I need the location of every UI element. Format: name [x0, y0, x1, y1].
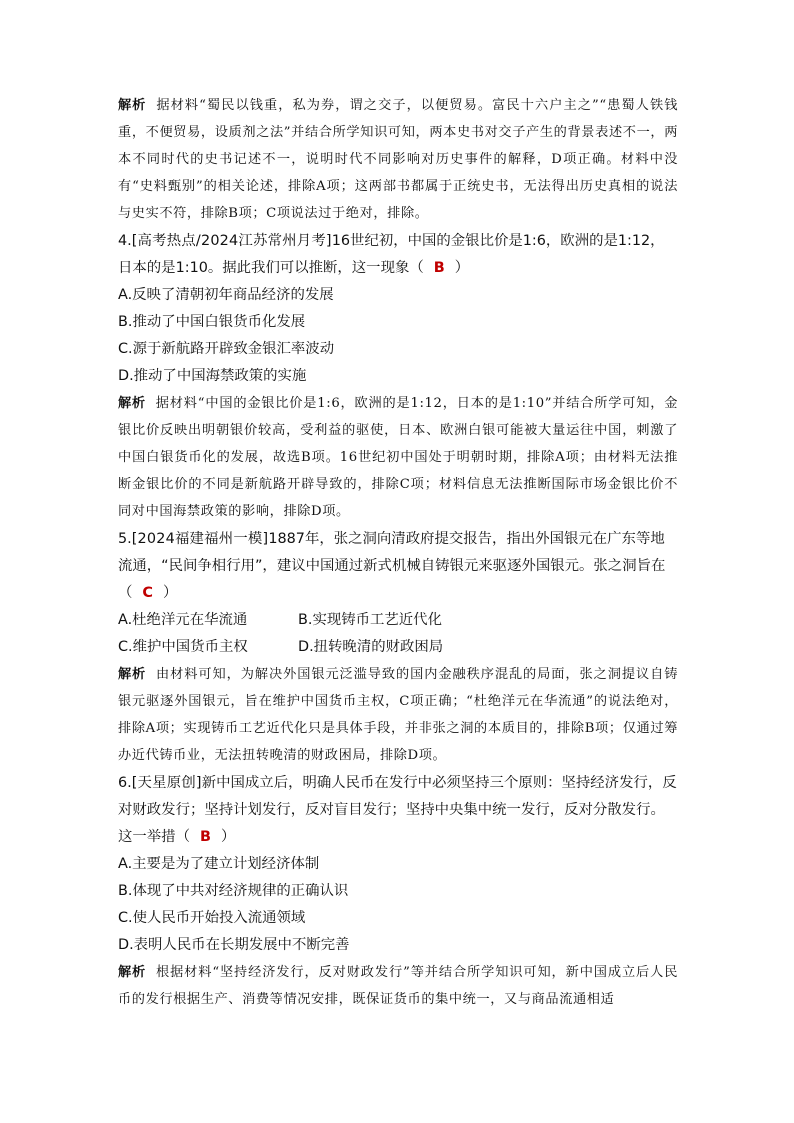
answer-letter: C — [142, 585, 153, 601]
option-row-2 — [118, 634, 678, 661]
option-a: A.反映了清朝初年商品经济的发展 — [118, 287, 334, 303]
explanation-text: 据材料“蜀民以钱重，私为券，谓之交子，以便贸易。富民十六户主之”“患蜀人铁钱重，不便贸易，设质剂之法”并结合所学知识可知，两本史书对交子产生的背景表述不一，两本不同时代的史书记述不一，说明时代不同影响对历史事件的解释，D项正确。材料中没有“史料甄别”的相关论述，排除A项；这两部书都属于正统史书，无法得出历史真相的说法与史实不符，排除B项；C项说法过于绝对，排除。 — [118, 98, 678, 221]
explanation-q5 — [118, 661, 678, 769]
question-stem: 1887年，张之洞向清政府提交报告，指出外国银元在广东等地流通，“民间争相行用”，建议中国通过新式机械自铸银元来驱逐外国银元。张之洞旨在 — [118, 531, 666, 574]
explanation-label: 解析 — [118, 965, 146, 980]
option-row-1 — [118, 607, 678, 634]
question-5 — [118, 526, 678, 607]
question-source-tag: [天星原创] — [131, 775, 202, 791]
explanation-q6 — [118, 959, 678, 1013]
question-number: 6. — [118, 775, 132, 791]
answer-close: ） — [220, 829, 236, 845]
question-source-tag: [高考热点/2024江苏常州月考] — [131, 233, 332, 249]
option-c: C.源于新航路开辟致金银汇率波动 — [118, 341, 335, 357]
question-number: 5. — [118, 531, 132, 547]
option-b: B.体现了中共对经济规律的正确认识 — [118, 883, 349, 899]
option-c: C.使人民币开始投入流通领域 — [118, 910, 306, 926]
answer-letter: B — [199, 829, 211, 845]
question-stem: 新中国成立后，明确人民币在发行中必须坚持三个原则：坚持经济发行，反对财政发行；坚持计划发行，反对盲目发行；坚持中央集中统一发行，反对分散发行。这一举措（ — [118, 775, 677, 845]
option-d: D.表明人民币在长期发展中不断完善 — [118, 937, 350, 953]
explanation-text: 由材料可知，为解决外国银元泛滥导致的国内金融秩序混乱的局面，张之洞提议自铸银元驱逐外国银元，旨在维护中国货币主权，C项正确；“杜绝洋元在华流通”的说法绝对，排除A项；实现铸币工艺近代化只是具体手段，并非张之洞的本质目的，排除B项；仅通过筹办近代铸币业，无法扭转晚清的财政困局，排除D项。 — [118, 667, 679, 763]
explanation-text: 据材料“中国的金银比价是1:6，欧洲的是1:12，日本的是1:10”并结合所学可知，金银比价反映出明朝银价较高，受利益的驱使，日本、欧洲白银可能被大量运往中国，刺激了中国白银货币化的发展，故选B项。16世纪初中国处于明朝时期，排除A项；由材料无法推断金银比价的不同是新航路开辟导致的，排除C项；材料信息无法推断国际市场金银比价不同对中国海禁政策的影响，排除D项。 — [118, 396, 679, 519]
option-a: A.主要是为了建立计划经济体制 — [118, 856, 320, 872]
option-d: D.推动了中国海禁政策的实施 — [118, 368, 307, 384]
question-number: 4. — [118, 233, 132, 249]
explanation-q4 — [118, 390, 678, 525]
answer-open: （ — [118, 585, 133, 601]
explanation-text: 根据材料“坚持经济发行，反对财政发行”等并结合所学知识可知，新中国成立后人民币的发行根据生产、消费等情况安排，既保证货币的集中统一，又与商品流通相适 — [118, 965, 679, 1007]
answer-letter: B — [433, 260, 445, 276]
answer-close: ） — [454, 260, 470, 276]
document-page — [118, 92, 678, 1014]
explanation-q3 — [118, 92, 678, 227]
explanation-label: 解析 — [118, 667, 147, 682]
question-4 — [118, 228, 678, 282]
option-b: B.实现铸币工艺近代化 — [298, 612, 442, 628]
answer-close: ） — [162, 585, 178, 601]
option-a: A.杜绝洋元在华流通 — [118, 612, 248, 628]
question-6 — [118, 770, 678, 851]
option-d: D.扭转晚清的财政困局 — [298, 639, 444, 655]
explanation-label: 解析 — [118, 98, 147, 113]
option-c: C.维护中国货币主权 — [118, 639, 248, 655]
question-source-tag: [2024福建福州一模] — [131, 531, 269, 547]
option-b: B.推动了中国白银货币化发展 — [118, 314, 306, 330]
question-stem: 16世纪初，中国的金银比价是1:6，欧洲的是1:12，日本的是1:10。据此我们可以推断，这一现象（ — [118, 233, 665, 276]
explanation-label: 解析 — [118, 396, 146, 411]
